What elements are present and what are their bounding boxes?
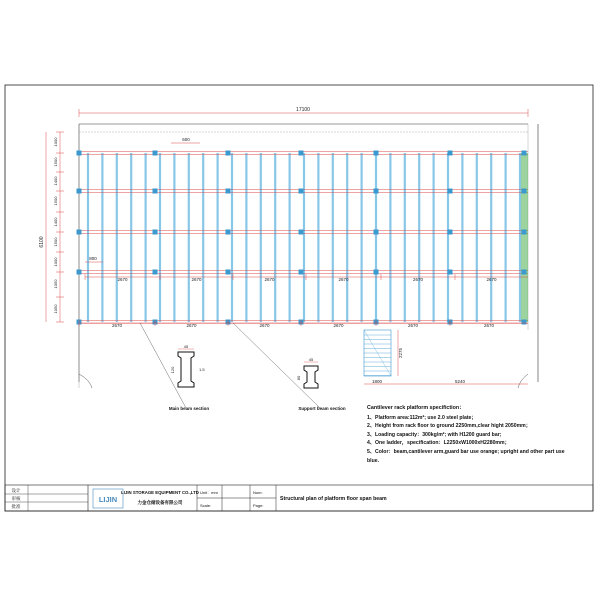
upright <box>522 230 527 235</box>
svg-text:LIJIN: LIJIN <box>98 495 118 504</box>
bay-dim-label: 2670 <box>338 277 349 282</box>
upright <box>374 151 379 156</box>
tb-left-label-3: 批准 <box>11 504 21 509</box>
tb-left-label-1: 设计 <box>11 488 21 493</box>
support-beam-section-title: Support beam section <box>298 406 346 411</box>
row-dim-label: 1400 <box>53 176 58 186</box>
upright <box>299 270 304 275</box>
main-beam-leader <box>140 323 186 408</box>
platform-outline <box>79 124 538 388</box>
upright <box>448 189 453 194</box>
row-dim-label: 1500 <box>53 196 58 206</box>
tb-left-label-2: 审核 <box>11 496 21 501</box>
bay-dim-label: 2670 <box>186 323 197 328</box>
overall-depth-label: 6100 <box>39 236 45 248</box>
row-dim-label: 1000 <box>53 137 58 147</box>
upright <box>522 270 527 275</box>
platform-grid <box>77 132 529 325</box>
row-dim-label: 1000 <box>53 257 58 267</box>
arm-spacing-label: 600 <box>182 137 190 142</box>
ladder <box>364 330 528 384</box>
bay-dim-label: 2670 <box>117 277 128 282</box>
cantilever-arms <box>88 153 520 322</box>
company-name-en: LIJIN STORAGE EQUIPMENT CO.,LTD <box>121 490 199 495</box>
upright <box>374 189 379 194</box>
upright <box>77 270 82 275</box>
upright <box>374 270 379 275</box>
row-dim-label: 1050 <box>53 304 58 314</box>
row-dim-label: 1500 <box>53 157 58 167</box>
spec-line-1: 1、Platform area:112m²; use 2.0 steel plate； <box>367 414 477 421</box>
page-label: Page: <box>253 503 264 508</box>
upright <box>522 151 527 156</box>
bay-dim-label: 2670 <box>111 323 123 328</box>
row-dim-label: 1400 <box>53 217 58 227</box>
num-label: Num: <box>253 490 263 495</box>
bay-dim-label: 2670 <box>407 323 419 328</box>
bay-dim-label: 2670 <box>412 277 424 282</box>
row-dim-label: 1500 <box>53 237 58 247</box>
upright <box>299 151 304 156</box>
upright <box>448 151 453 156</box>
spec-line-5: 5、Color：beam,cantilever arm,guard bar use orange; upright and other part use blue. <box>367 448 565 464</box>
upright <box>226 230 231 235</box>
overall-width-dimension <box>79 107 528 117</box>
svg-text:1.5: 1.5 <box>199 367 205 372</box>
spec-title: Cantilever rack platform specifiction： <box>367 405 465 411</box>
upright <box>299 189 304 194</box>
upright <box>153 189 158 194</box>
svg-text:80: 80 <box>296 375 301 381</box>
arm-offset-label: 800 <box>89 256 97 261</box>
bay-dim-label: 2670 <box>333 323 344 328</box>
upright <box>153 270 158 275</box>
uprights <box>77 151 527 325</box>
upright <box>153 151 158 156</box>
main-beam-section-title: Main beam section <box>168 406 210 411</box>
bay-dim-label: 2670 <box>264 277 275 282</box>
bay-dim-label: 2670 <box>486 277 497 282</box>
svg-text:120: 120 <box>170 366 175 374</box>
overall-width-label: 17100 <box>296 107 310 113</box>
upright <box>77 151 82 156</box>
scale-label: Scale: <box>200 503 212 508</box>
spec-line-3: 3、Loading capacity：300kg/m²; with H1200 guard bar; <box>367 431 502 438</box>
title-block <box>5 485 593 511</box>
upright <box>448 230 453 235</box>
units-label: Unit：mm <box>200 490 218 495</box>
support-beam-section <box>296 357 346 411</box>
upright <box>226 270 231 275</box>
upright <box>374 230 379 235</box>
bay-dim-label: 2670 <box>259 323 270 328</box>
svg-text:45: 45 <box>183 344 189 349</box>
upright <box>226 189 231 194</box>
svg-text:45: 45 <box>308 357 314 362</box>
row-dim-label: 1050 <box>53 279 58 289</box>
bay-dim-label: 2670 <box>483 323 495 328</box>
end-upright <box>521 153 528 322</box>
platform-specification <box>367 404 571 465</box>
main-beam-section <box>169 344 210 411</box>
left-dimension-chain <box>39 132 64 322</box>
ladder-width-label: 1800 <box>371 379 383 384</box>
upright <box>448 270 453 275</box>
upright <box>77 230 82 235</box>
spec-line-4: 4、One ladder，specification：L2250xW1000xH2280mm； <box>367 440 510 447</box>
upright <box>299 230 304 235</box>
upright <box>153 230 158 235</box>
company-logo <box>93 489 123 508</box>
arm-spacing-dimension <box>171 137 200 143</box>
spec-line-2: 2、Height from rack floor to ground 2250mm,clear hight 2050mm； <box>367 423 531 430</box>
walkway-length-label: 5240 <box>454 379 466 384</box>
upright <box>226 151 231 156</box>
upright <box>522 189 527 194</box>
ladder-height-label: 2275 <box>398 347 403 359</box>
drawing-title: Structural plan of platform floor span beam <box>280 496 387 502</box>
upright <box>77 189 82 194</box>
upright <box>522 320 527 325</box>
bay-dim-label: 2670 <box>191 277 202 282</box>
company-name-cn: 力金仓储设备有限公司 <box>137 500 183 505</box>
